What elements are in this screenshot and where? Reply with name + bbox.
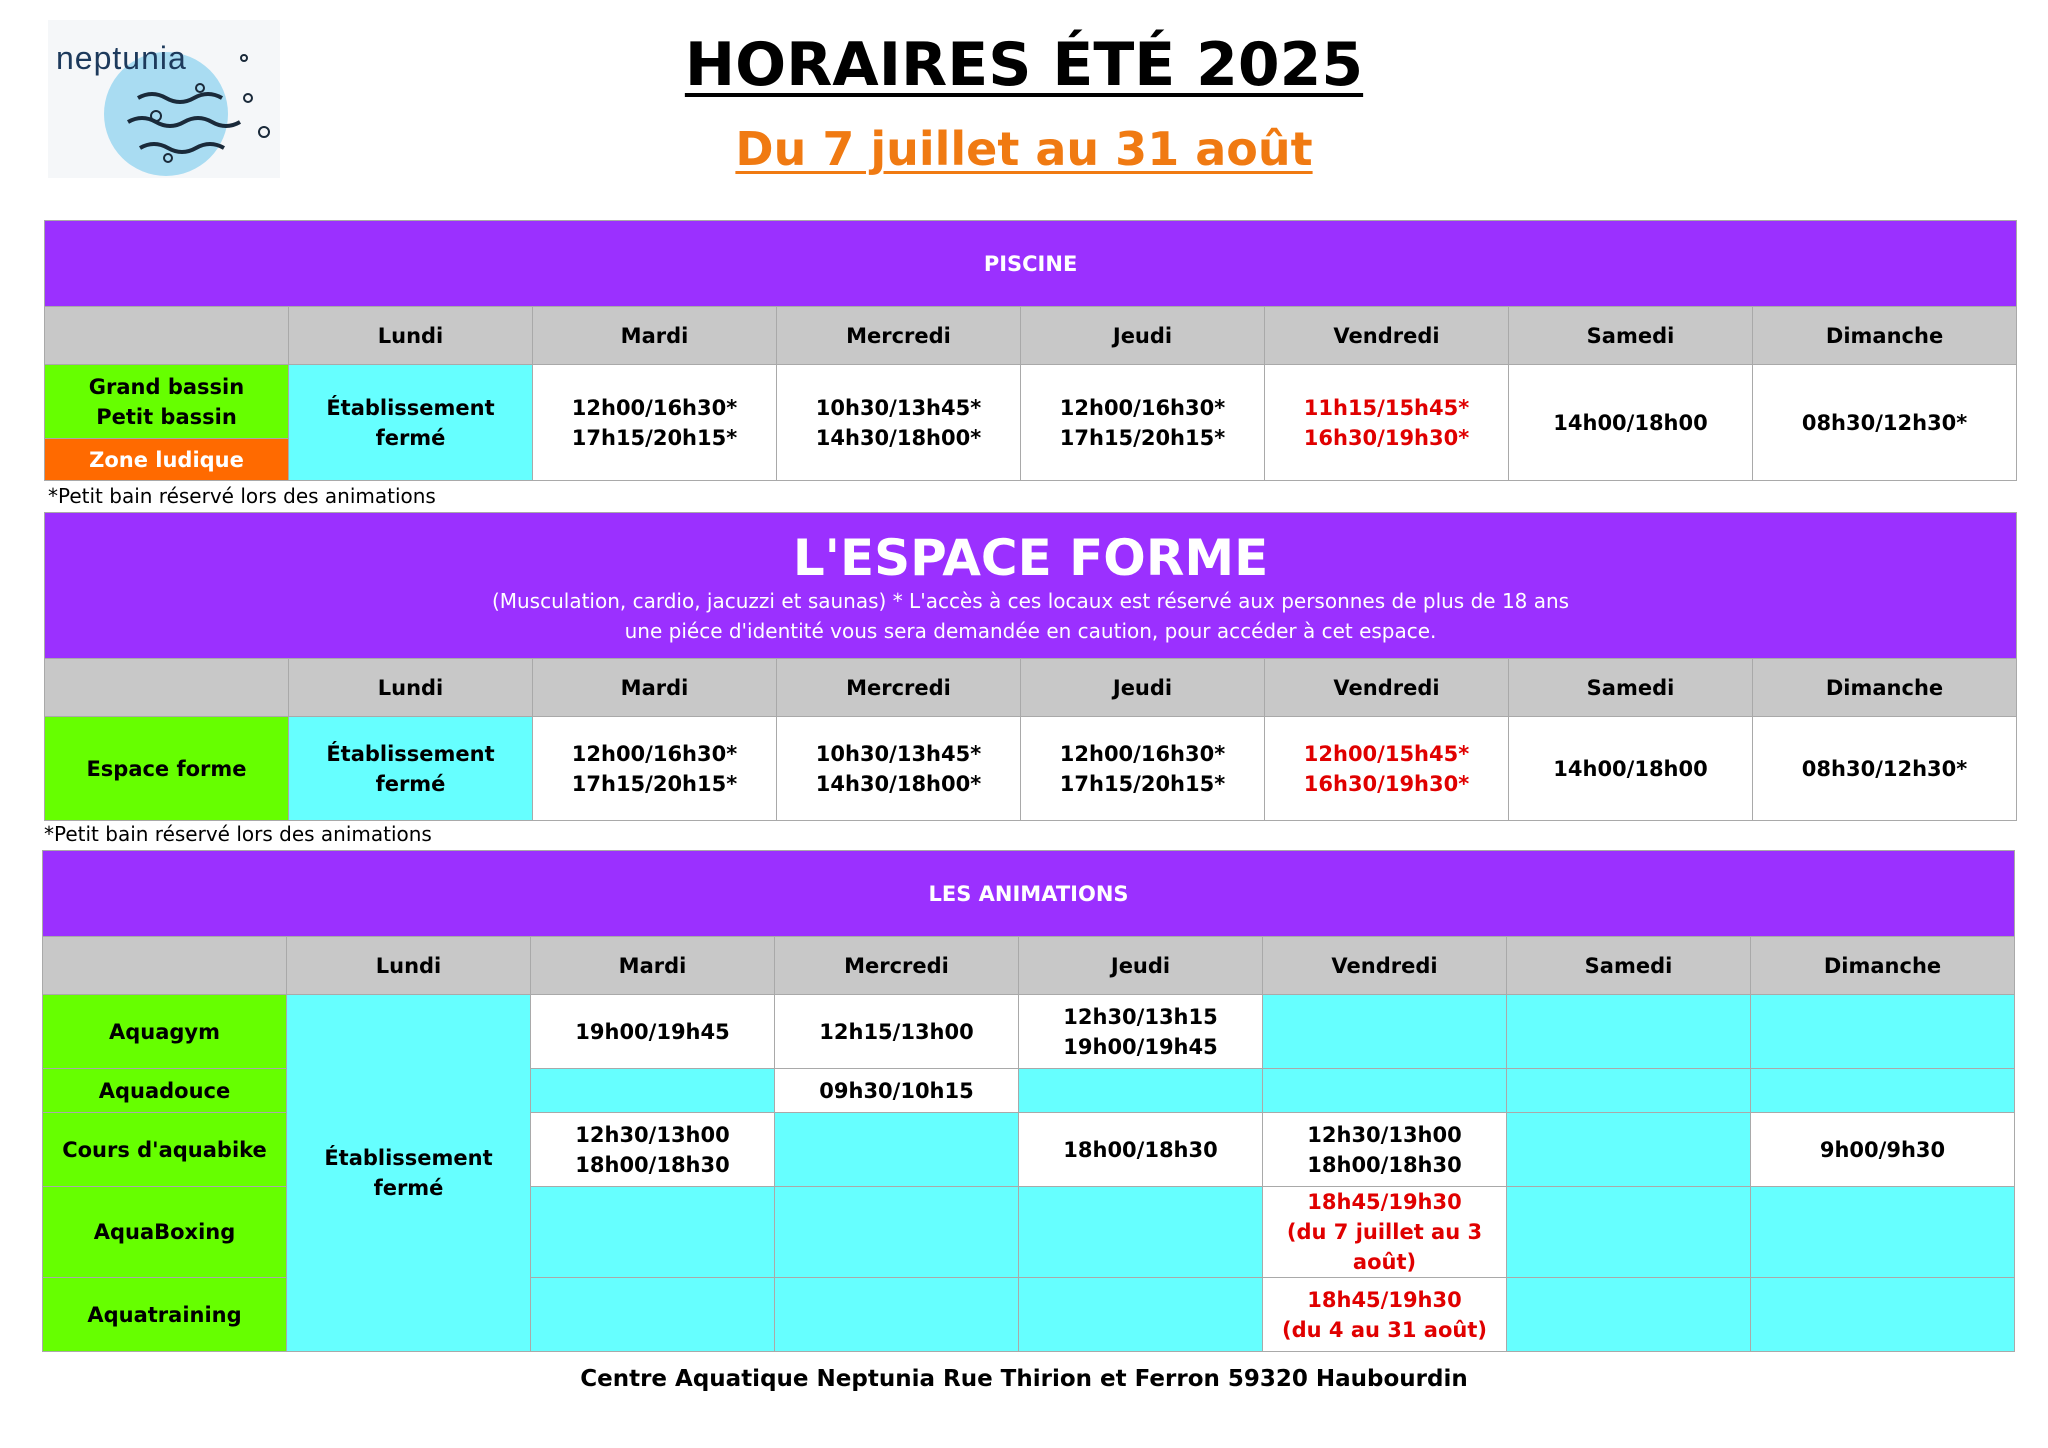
mardi-hours (533, 717, 777, 821)
day-header: Jeudi (1019, 937, 1263, 995)
time-slot: 16h30/19h30* (1303, 771, 1470, 796)
date-range: (du 4 au 31 août) (1282, 1317, 1487, 1342)
empty-cell (1507, 1069, 1751, 1113)
empty-cell (531, 1187, 775, 1278)
day-header: Jeudi (1021, 307, 1265, 365)
footer-address: Centre Aquatique Neptunia Rue Thirion et Ferron 59320 Haubourdin (580, 1366, 1468, 1392)
dimanche-hours: 08h30/12h30* (1753, 365, 2017, 481)
espace-forme-desc-1: (Musculation, cardio, jacuzzi et saunas) * L'accès à ces locaux est réservé aux personnes de plus de 18 ans (491, 588, 1570, 613)
label-aquadouce: Aquadouce (43, 1069, 287, 1113)
aquagym-jeudi (1019, 995, 1263, 1069)
jeudi-hours (1021, 365, 1265, 481)
aquatraining-vendredi (1263, 1278, 1507, 1352)
label-espace-forme: Espace forme (45, 717, 289, 821)
time-slot: 14h30/18h00* (815, 771, 982, 796)
page-subtitle: Du 7 juillet au 31 août (735, 122, 1313, 176)
label-zone-ludique: Zone ludique (45, 439, 289, 481)
page-title: HORAIRES ÉTÉ 2025 (684, 30, 1364, 100)
empty-cell (1751, 1069, 2015, 1113)
lundi-closed: Établissement fermé (289, 365, 533, 481)
time-slot: 18h45/19h30 (1307, 1190, 1462, 1214)
espace-forme-title: L'ESPACE FORME (792, 528, 1269, 587)
label-aquaboxing: AquaBoxing (43, 1187, 287, 1278)
time-slot: 12h00/16h30* (571, 741, 738, 766)
day-header: Mardi (533, 659, 777, 717)
empty-cell (531, 1278, 775, 1352)
day-header: Dimanche (1753, 307, 2017, 365)
aquagym-mardi: 19h00/19h45 (531, 995, 775, 1069)
mercredi-hours (777, 717, 1021, 821)
aquabike-jeudi: 18h00/18h30 (1019, 1113, 1263, 1187)
day-header: Lundi (287, 937, 531, 995)
mercredi-hours (777, 365, 1021, 481)
header-blank (45, 307, 289, 365)
time-slot: 16h30/19h30* (1303, 425, 1470, 450)
time-slot: 12h00/16h30* (1059, 395, 1226, 420)
espace-forme-table (44, 512, 2017, 821)
date-range: (du 7 juillet au 3 août) (1286, 1220, 1483, 1274)
row-label-bassins (45, 365, 289, 439)
day-header: Samedi (1509, 659, 1753, 717)
empty-cell (531, 1069, 775, 1113)
time-slot: 18h45/19h30 (1307, 1287, 1462, 1312)
empty-cell (1507, 1278, 1751, 1352)
day-header: Jeudi (1021, 659, 1265, 717)
header-blank (43, 937, 287, 995)
time-slot: 12h30/13h00 (575, 1122, 730, 1147)
empty-cell (1507, 1187, 1751, 1278)
empty-cell (1507, 1113, 1751, 1187)
day-header: Dimanche (1753, 659, 2017, 717)
time-slot: 12h00/15h45* (1303, 741, 1470, 766)
day-header: Lundi (289, 307, 533, 365)
aquabike-dimanche: 9h00/9h30 (1751, 1113, 2015, 1187)
animations-banner: LES ANIMATIONS (43, 851, 2015, 937)
day-header: Lundi (289, 659, 533, 717)
day-header: Mardi (531, 937, 775, 995)
time-slot: 17h15/20h15* (1059, 425, 1226, 450)
piscine-banner: PISCINE (45, 221, 2017, 307)
day-header: Samedi (1507, 937, 1751, 995)
time-slot: 18h00/18h30 (1307, 1152, 1462, 1177)
day-header: Mercredi (775, 937, 1019, 995)
day-header: Mardi (533, 307, 777, 365)
time-slot: 10h30/13h45* (815, 741, 982, 766)
empty-cell (1507, 995, 1751, 1069)
mardi-hours (533, 365, 777, 481)
empty-cell (1019, 1069, 1263, 1113)
time-slot: 12h00/16h30* (571, 395, 738, 420)
day-header: Dimanche (1751, 937, 2015, 995)
espace-forme-note: *Petit bain réservé lors des animations (44, 822, 432, 846)
day-header: Samedi (1509, 307, 1753, 365)
time-slot: 17h15/20h15* (571, 425, 738, 450)
time-slot: 18h00/18h30 (575, 1152, 730, 1177)
time-slot: 17h15/20h15* (571, 771, 738, 796)
lundi-closed: Établissement fermé (289, 717, 533, 821)
espace-forme-banner (45, 513, 2017, 659)
aquagym-mercredi: 12h15/13h00 (775, 995, 1019, 1069)
aquadouce-mercredi: 09h30/10h15 (775, 1069, 1019, 1113)
empty-cell (1751, 995, 2015, 1069)
dimanche-hours: 08h30/12h30* (1753, 717, 2017, 821)
time-slot: 17h15/20h15* (1059, 771, 1226, 796)
empty-cell (775, 1278, 1019, 1352)
time-slot: 11h15/15h45* (1303, 395, 1470, 420)
empty-cell (775, 1113, 1019, 1187)
piscine-note: *Petit bain réservé lors des animations (48, 484, 436, 508)
samedi-hours: 14h00/18h00 (1509, 365, 1753, 481)
day-header: Vendredi (1263, 937, 1507, 995)
empty-cell (1751, 1278, 2015, 1352)
piscine-table (44, 220, 2017, 481)
day-header: Vendredi (1265, 659, 1509, 717)
jeudi-hours (1021, 717, 1265, 821)
time-slot: 14h30/18h00* (815, 425, 982, 450)
header-blank (45, 659, 289, 717)
empty-cell (1019, 1187, 1263, 1278)
espace-forme-desc-2: une piéce d'identité vous sera demandée en caution, pour accéder à cet espace. (624, 618, 1437, 643)
empty-cell (1751, 1187, 2015, 1278)
time-slot: 10h30/13h45* (815, 395, 982, 420)
time-slot: 12h30/13h00 (1307, 1122, 1462, 1147)
empty-cell (1263, 995, 1507, 1069)
logo-text: neptunia (56, 40, 187, 76)
empty-cell (775, 1187, 1019, 1278)
day-header: Mercredi (777, 659, 1021, 717)
label-grand-bassin: Grand bassin (88, 374, 245, 399)
aquabike-mardi (531, 1113, 775, 1187)
empty-cell (1263, 1069, 1507, 1113)
label-aquabike: Cours d'aquabike (43, 1113, 287, 1187)
lundi-closed: Établissement fermé (287, 995, 531, 1352)
aquabike-vendredi (1263, 1113, 1507, 1187)
label-aquatraining: Aquatraining (43, 1278, 287, 1352)
label-aquagym: Aquagym (43, 995, 287, 1069)
samedi-hours: 14h00/18h00 (1509, 717, 1753, 821)
time-slot: 12h00/16h30* (1059, 741, 1226, 766)
day-header: Mercredi (777, 307, 1021, 365)
time-slot: 12h30/13h15 (1063, 1004, 1218, 1029)
animations-table (42, 850, 2015, 1352)
time-slot: 19h00/19h45 (1063, 1034, 1218, 1059)
vendredi-hours (1265, 717, 1509, 821)
label-petit-bassin: Petit bassin (96, 404, 237, 429)
vendredi-hours (1265, 365, 1509, 481)
aquaboxing-vendredi (1263, 1187, 1507, 1278)
day-header: Vendredi (1265, 307, 1509, 365)
empty-cell (1019, 1278, 1263, 1352)
